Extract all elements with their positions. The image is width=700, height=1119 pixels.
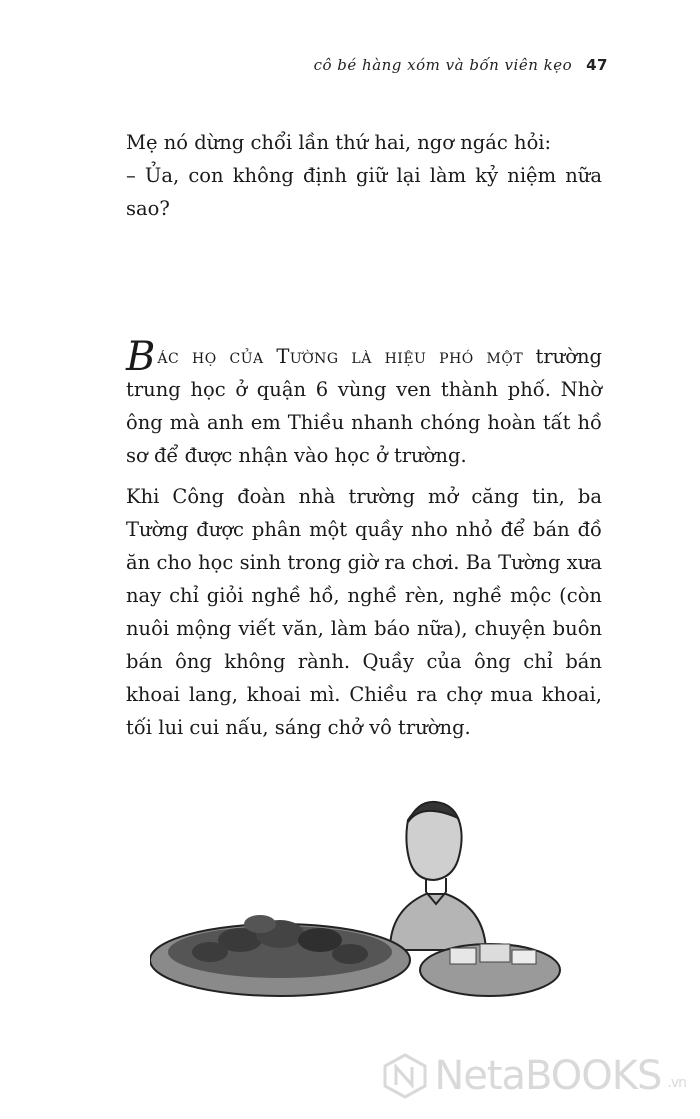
watermark-brand: NetaBOOKS [434, 1053, 662, 1099]
section-opening-rest: trường trung học ở quận 6 vùng ven thành phố. Nhờ ông mà anh em Thiều nhanh chóng hoàn tất hồ sơ để được nhận vào học ở trường. [126, 345, 602, 467]
publisher-watermark [382, 1053, 686, 1099]
running-header [0, 56, 608, 74]
section-lead-smallcaps: ác họ của Tường là hiệu phó một [157, 345, 524, 368]
section-opening-paragraph [126, 334, 602, 472]
dialogue-line-1: Mẹ nó dừng chổi lần thứ hai, ngơ ngác hỏi: [126, 131, 552, 154]
drop-cap: B [126, 334, 156, 380]
body-paragraph: Khi Công đoàn nhà trường mở căng tin, ba Tường được phân một quầy nho nhỏ để bán đồ ăn cho học sinh trong giờ ra chơi. Ba Tường xưa nay chỉ giỏi nghề hồ, nghề rèn, nghề mộc (còn nuôi mộng viết văn, làm báo nữa), chuyện buôn bán ông không rành. Quầy của ông chỉ bán khoai lang, khoai mì. Chiều ra chợ mua khoai, tối lui cui nấu, sáng chở vô trường. [126, 485, 602, 739]
large-tray-sweet-potatoes [150, 915, 410, 996]
page-body [126, 126, 602, 744]
dialogue-line-2: – Ủa, con không định giữ lại làm kỷ niệm nữa sao? [126, 164, 602, 220]
small-tray-cassava [420, 944, 560, 996]
watermark-suffix: .vn [667, 1075, 686, 1091]
page-number: 47 [586, 56, 608, 74]
running-title: cô bé hàng xóm và bốn viên kẹo [313, 56, 573, 74]
illustration-man-with-potato-trays [150, 800, 570, 1020]
netabooks-logo-icon [382, 1053, 428, 1099]
man-figure [390, 802, 486, 950]
